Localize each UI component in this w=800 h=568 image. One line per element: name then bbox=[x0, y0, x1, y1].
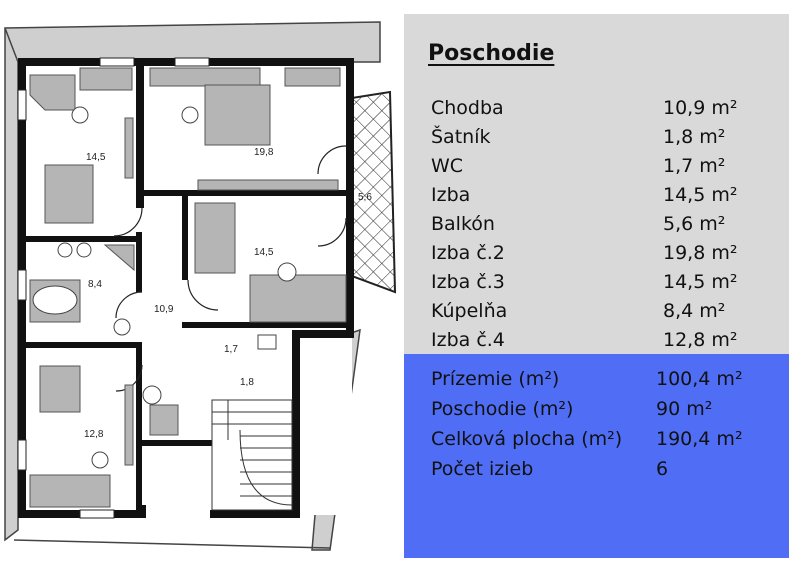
room-name: Kúpelňa bbox=[431, 300, 508, 322]
summary-panel bbox=[404, 354, 789, 558]
room-label-balkon: 5,6 bbox=[358, 192, 372, 203]
room-label-izba: 14,5 bbox=[86, 152, 106, 163]
room-row bbox=[431, 184, 776, 213]
room-label-izba-2: 19,8 bbox=[254, 147, 274, 158]
room-area: 1,7 m² bbox=[663, 155, 726, 177]
room-name: Šatník bbox=[431, 126, 491, 148]
room-label-izba-4: 12,8 bbox=[84, 429, 104, 440]
room-row bbox=[431, 271, 776, 300]
room-label-satnik: 1,8 bbox=[240, 377, 254, 388]
summary-row bbox=[431, 398, 776, 427]
room-label-chodba: 10,9 bbox=[154, 304, 174, 315]
room-label-kupelna: 8,4 bbox=[88, 279, 102, 290]
summary-label: Prízemie (m²) bbox=[431, 368, 560, 390]
room-area: 10,9 m² bbox=[663, 97, 738, 119]
room-row bbox=[431, 126, 776, 155]
room-name: Izba č.4 bbox=[431, 329, 505, 351]
summary-row bbox=[431, 368, 776, 397]
room-area: 12,8 m² bbox=[663, 329, 738, 351]
room-row bbox=[431, 155, 776, 184]
summary-value: 90 m² bbox=[656, 398, 713, 420]
room-area: 14,5 m² bbox=[663, 271, 738, 293]
summary-value: 190,4 m² bbox=[656, 428, 743, 450]
room-areas-panel bbox=[404, 14, 789, 354]
summary-value: 100,4 m² bbox=[656, 368, 743, 390]
summary-label: Počet izieb bbox=[431, 458, 534, 480]
panel-title: Poschodie bbox=[428, 41, 555, 66]
room-name: Izba č.2 bbox=[431, 242, 505, 264]
room-label-wc: 1,7 bbox=[224, 344, 238, 355]
summary-label: Celková plocha (m²) bbox=[431, 428, 623, 450]
room-name: Balkón bbox=[431, 213, 495, 235]
summary-row bbox=[431, 428, 776, 457]
room-area: 14,5 m² bbox=[663, 184, 738, 206]
room-area: 19,8 m² bbox=[663, 242, 738, 264]
room-row bbox=[431, 300, 776, 329]
room-row bbox=[431, 242, 776, 271]
room-area: 8,4 m² bbox=[663, 300, 726, 322]
room-label-izba-3: 14,5 bbox=[254, 247, 274, 258]
summary-value: 6 bbox=[656, 458, 669, 480]
summary-row bbox=[431, 458, 776, 487]
room-name: WC bbox=[431, 155, 464, 177]
room-area: 5,6 m² bbox=[663, 213, 726, 235]
room-row bbox=[431, 213, 776, 242]
room-area: 1,8 m² bbox=[663, 126, 726, 148]
room-row bbox=[431, 97, 776, 126]
summary-label: Poschodie (m²) bbox=[431, 398, 574, 420]
room-name: Izba č.3 bbox=[431, 271, 505, 293]
room-name: Izba bbox=[431, 184, 471, 206]
room-name: Chodba bbox=[431, 97, 504, 119]
